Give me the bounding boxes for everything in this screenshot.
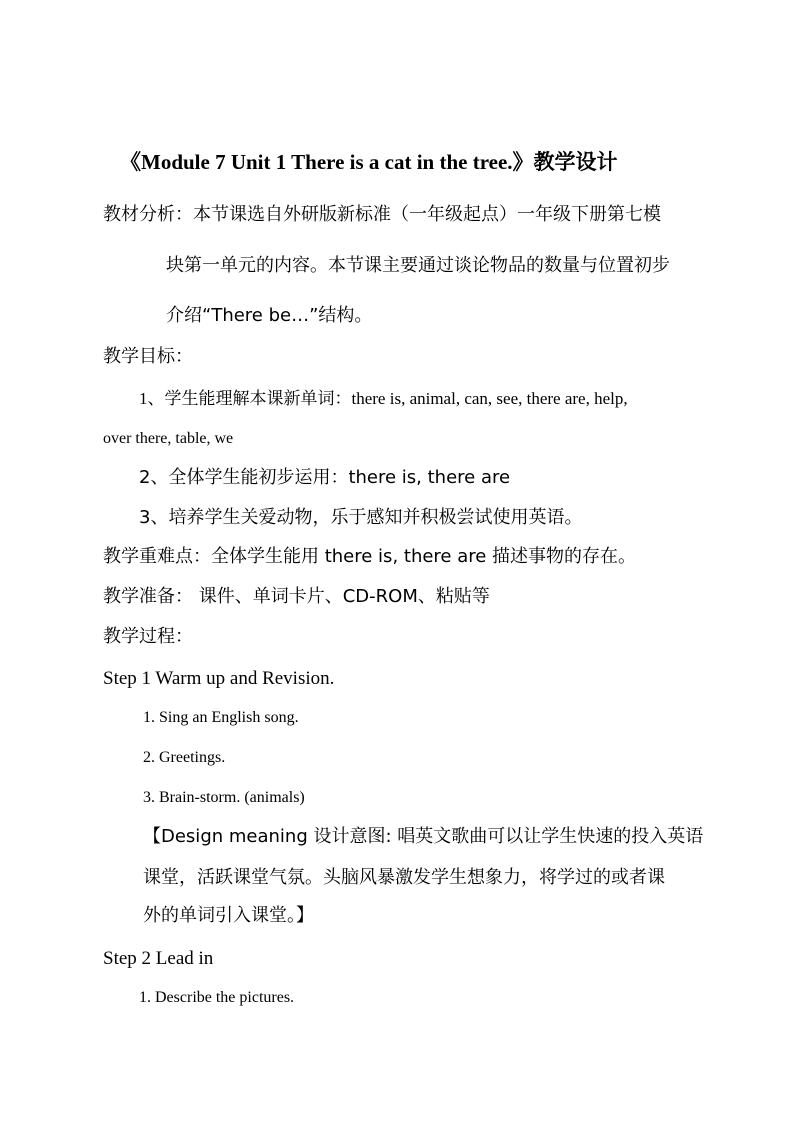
design-meaning-line-3: 外的单词引入课堂。】: [143, 905, 314, 926]
preparation: 教学准备： 课件、单词卡片、CD-ROM、粘贴等: [103, 586, 490, 607]
page-title: 《Module 7 Unit 1 There is a cat in the tree.》教学设计: [120, 150, 618, 174]
analysis-line-3: 介绍“There be…”结构。: [166, 305, 373, 326]
step-2-title: Step 2 Lead in: [103, 948, 214, 969]
objective-item-1: 1、学生能理解本课新单词：there is, animal, can, see, there are, help,: [139, 389, 628, 408]
step-1-item-3: 3. Brain-storm. (animals): [143, 789, 305, 806]
analysis-line-2: 块第一单元的内容。本节课主要通过谈论物品的数量与位置初步: [166, 255, 670, 276]
step-1-item-1: 1. Sing an English song.: [143, 709, 299, 726]
objectives-heading: 教学目标：: [103, 346, 193, 367]
design-meaning-line-1: 【Design meaning 设计意图: 唱英文歌曲可以让学生快速的投入英语: [143, 826, 704, 847]
design-meaning-line-2: 课堂，活跃课堂气氛。头脑风暴激发学生想象力，将学过的或者课: [143, 867, 665, 888]
step-2-item-1: 1. Describe the pictures.: [139, 989, 295, 1006]
analysis-line-1: 教材分析：本节课选自外研版新标准（一年级起点）一年级下册第七模: [103, 204, 661, 225]
objective-item-2: 2、全体学生能初步运用：there is, there are: [139, 467, 511, 488]
objective-item-1-continued: over there, table, we: [103, 430, 234, 447]
step-1-item-2: 2. Greetings.: [143, 749, 226, 766]
process-heading: 教学过程：: [103, 626, 193, 647]
step-1-title: Step 1 Warm up and Revision.: [103, 668, 335, 689]
objective-item-3: 3、培养学生关爱动物，乐于感知并积极尝试使用英语。: [139, 507, 583, 528]
key-points: 教学重难点：全体学生能用 there is, there are 描述事物的存在。: [103, 546, 637, 567]
